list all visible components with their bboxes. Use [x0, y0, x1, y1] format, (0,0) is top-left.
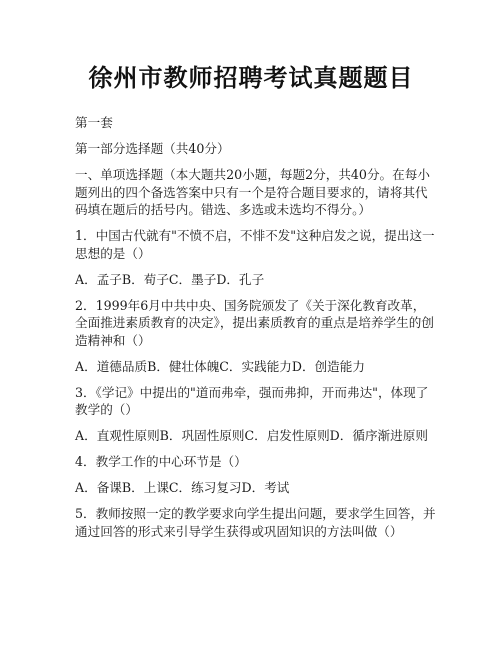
question-5: 5．教师按照一定的教学要求向学生提出问题，要求学生回答，并通过回答的形式来引导学生获得或巩固知识的方法叫做（）: [75, 506, 436, 539]
question-4-options: A．备课B．上课C．练习复习D．考试: [75, 480, 290, 495]
section-heading: 第一套: [75, 115, 113, 130]
part-heading: 第一部分选择题（共40分）: [75, 141, 230, 156]
question-3: 3．《学记》中提出的"道而弗牵，强而弗抑，开而弗达"，体现了教学的（）: [75, 384, 429, 417]
question-2: 2．1999年6月中共中央、国务院颁发了《关于深化教育改革，全面推进素质教育的决定》，提出素质教育的重点是培养学生的创造精神和（）: [75, 297, 434, 348]
question-4: 4．教学工作的中心环节是（）: [75, 454, 247, 469]
question-3-options: A．直观性原则B．巩固性原则C．启发性原则D．循序渐进原则: [75, 428, 428, 443]
document-title: 徐州市教师招聘考试真题题目: [88, 64, 414, 92]
document-body: [75, 114, 437, 549]
question-1: 1．中国古代就有"不愤不启，不悱不发"这种启发之说，提出这一思想的是（）: [75, 228, 435, 261]
instructions-paragraph: 一、单项选择题（本大题共20小题，每题2分，共40分。在每小题列出的四个备选答案中只有一个是符合题目要求的，请将其代码填在题后的括号内。错选、多选或未选均不得分。）: [75, 167, 430, 217]
question-2-options: A．道德品质B．健壮体魄C．实践能力D．创造能力: [75, 358, 365, 374]
question-1-options: A．孟子B．荀子C．墨子D．孔子: [75, 271, 265, 287]
